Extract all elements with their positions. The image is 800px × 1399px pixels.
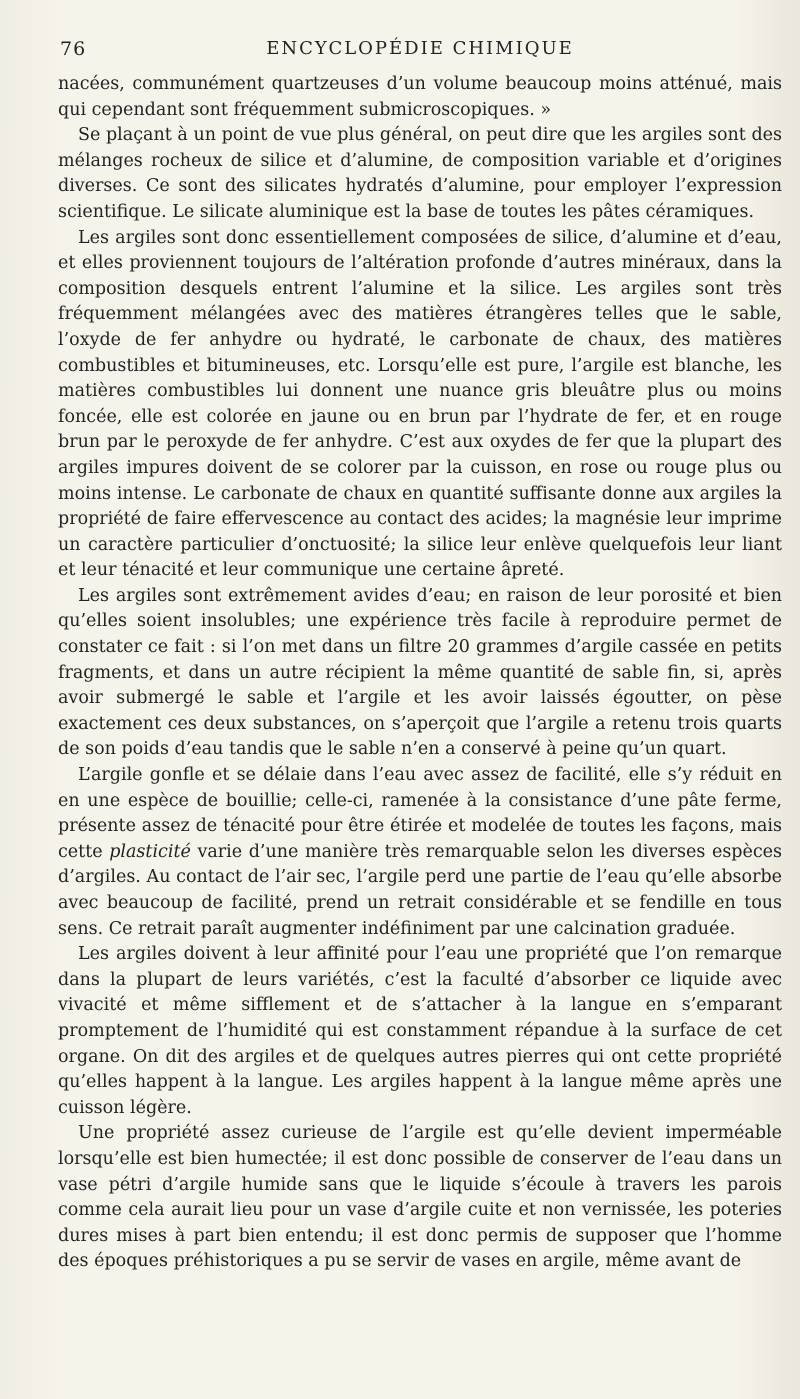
paragraph-text: L’argile gonfle et se délaie dans l’eau avec assez de facilité, elle s’y réduit en en une espèce de bouillie; celle-ci, ramenée à la consistance d’une pâte ferme, présente assez de ténacité pour être étirée et modelée de toutes les façons, mais cette [58, 765, 782, 862]
paragraph-text: varie d’une manière très remarquable selon les diverses espèces d’argiles. Au contact de l’air sec, l’argile perd une partie de l’eau qu’elle absorbe avec beaucoup de facilité, prend un retrait considérable et se fendille en tous sens. Ce retrait paraît augmenter indéfiniment par une calcination graduée. [58, 841, 782, 939]
running-title: ENCYCLOPÉDIE CHIMIQUE [266, 38, 574, 59]
paragraph-with-emphasis [58, 763, 782, 942]
paragraph: Les argiles doivent à leur affinité pour l’eau une propriété que l’on remarque dans la plupart de leurs variétés, c’est la faculté d’absorber ce liquide avec vivacité et même sifflement et de s’attacher à la langue en s’emparant promptement de l’humidité qui est constamment répandue à la surface de cet organe. On dit des argiles et de quelques autres pierres qui ont cette propriété qu’elles happent à la langue. Les argiles happent à la langue même après une cuisson légère. [58, 944, 782, 1118]
running-head [58, 36, 782, 66]
paragraph-continued: nacées, communément quartzeuses d’un volume beaucoup moins atténué, mais qui cependant sont fréquemment submicroscopiques. » [58, 74, 782, 120]
paragraph: Les argiles sont donc essentiellement composées de silice, d’alumine et d’eau, et elles proviennent toujours de l’altération profonde d’autres minéraux, dans la composition desquels entrent l’alumine et la silice. Les argiles sont très fréquemment mélangées avec des matières étrangères telles que le sable, l’oxyde de fer anhydre ou hydraté, le carbonate de chaux, des matières combustibles et bitumineuses, etc. Lorsqu’elle est pure, l’argile est blanche, les matières combustibles lui donnent une nuance gris bleuâtre plus ou moins foncée, elle est colorée en jaune ou en brun par l’hydrate de fer, et en rouge brun par le peroxyde de fer anhydre. C’est aux oxydes de fer que la plupart des argiles impures doivent de se colorer par la cuisson, en rose ou rouge plus ou moins intense. Le carbonate de chaux en quantité suffisante donne aux argiles la propriété de faire effervescence au contact des acides; la magnésie leur imprime un caractère particulier d’onctuosité; la silice leur enlève quelquefois leur liant et leur ténacité et leur communique une certaine âpreté. [58, 227, 782, 581]
paragraph: Se plaçant à un point de vue plus général, on peut dire que les argiles sont des mélanges rocheux de silice et d’alumine, de composition variable et d’origines diverses. Ce sont des silicates hydratés d’alumine, pour employer l’expression scientifique. Le silicate aluminique est la base de toutes les pâtes céramiques. [58, 125, 782, 222]
body-text [58, 72, 782, 1275]
italic-term: plasticité [109, 841, 191, 862]
paragraph: Les argiles sont extrêmement avides d’eau; en raison de leur porosité et bien qu’elles soient insolubles; une expérience très facile à reproduire permet de constater ce fait : si l’on met dans un filtre 20 grammes d’argile cassée en petits fragments, et dans un autre récipient la même quantité de sable fin, si, après avoir submergé le sable et l’argile et les avoir laissés égoutter, on pèse exactement ces deux substances, on s’aperçoit que l’argile a retenu trois quarts de son poids d’eau tandis que le sable n’en a conservé à peine qu’un quart. [58, 585, 782, 760]
page-number: 76 [60, 38, 87, 60]
paragraph: Une propriété assez curieuse de l’argile est qu’elle devient imperméable lorsqu’elle est bien humectée; il est donc possible de conserver de l’eau dans un vase pétri d’argile humide sans que le liquide s’écoule à travers les parois comme cela aurait lieu pour un vase d’argile cuite et non vernissée, les poteries dures mises à part bien entendu; il est donc permis de supposer que l’homme des époques préhistoriques a pu se servir de vases en argile, même avant de [58, 1123, 782, 1272]
